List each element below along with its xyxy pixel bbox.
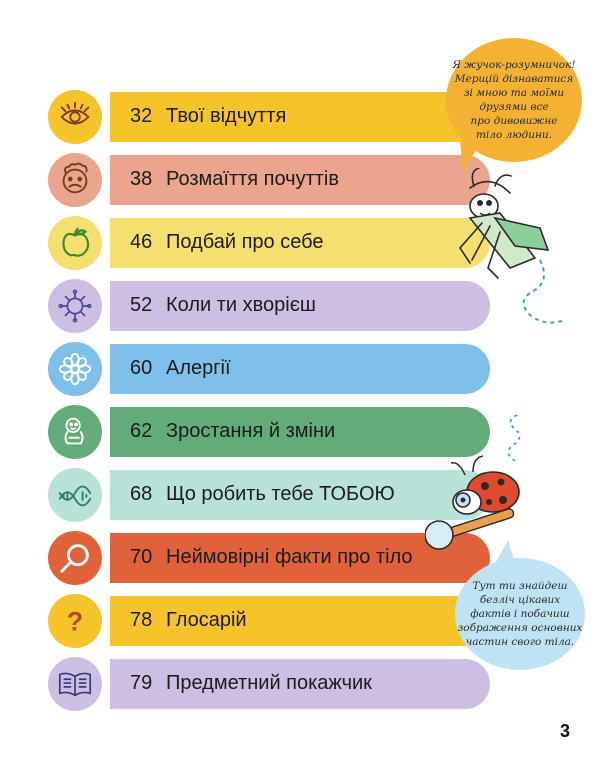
face-icon — [48, 153, 102, 207]
toc-title: Розмаїття почуттів — [166, 168, 339, 190]
apple-icon — [48, 216, 102, 270]
toc-title: Алергії — [166, 357, 231, 379]
toc-title: Глосарій — [166, 609, 247, 631]
toc-page-number: 46 — [130, 231, 153, 253]
speech-bubble-bottom-text: Тут ти знайдеш безліч цікавих фактів і побачиш зображення основних частин свого тіла. — [457, 580, 583, 648]
toc-title: Подбай про себе — [166, 231, 324, 253]
toc-page-number: 60 — [130, 357, 153, 379]
speech-bubble-bottom — [455, 558, 585, 670]
flower-icon — [48, 342, 102, 396]
toc-title: Твої відчуття — [166, 105, 287, 127]
toc-page-number: 38 — [130, 168, 153, 190]
magnifier-icon — [48, 531, 102, 585]
toc-page-number: 62 — [130, 420, 153, 442]
eye-icon — [48, 90, 102, 144]
toc-page-number: 52 — [130, 294, 153, 316]
toc-page-number: 78 — [130, 609, 153, 631]
toc-title: Зростання й зміни — [166, 420, 336, 442]
book-icon — [48, 657, 102, 711]
toc-page-number: 68 — [130, 483, 153, 505]
question-icon — [48, 594, 102, 648]
toc-page-number: 79 — [130, 672, 153, 694]
toc-title: Предметний покажчик — [166, 672, 372, 694]
speech-bubble-top-text: Я жучок-розумничок! Мерщій дізнаватися зі мною та моїми друзями все про дивовижне тіло людини. — [452, 59, 576, 141]
toc-title: Що робить тебе ТОБОЮ — [166, 483, 395, 505]
virus-icon — [48, 279, 102, 333]
toc-page-number: 32 — [130, 105, 153, 127]
baby-icon — [48, 405, 102, 459]
toc-page-number: 70 — [130, 546, 153, 568]
grasshopper-icon — [440, 168, 590, 348]
dna-icon — [48, 468, 102, 522]
page-number: 3 — [559, 721, 570, 741]
ladybug-icon — [425, 410, 535, 560]
toc-title: Неймовірні факти про тіло — [166, 546, 413, 568]
toc-title: Коли ти хворієш — [166, 294, 316, 316]
svg-text:?: ? — [66, 606, 84, 637]
